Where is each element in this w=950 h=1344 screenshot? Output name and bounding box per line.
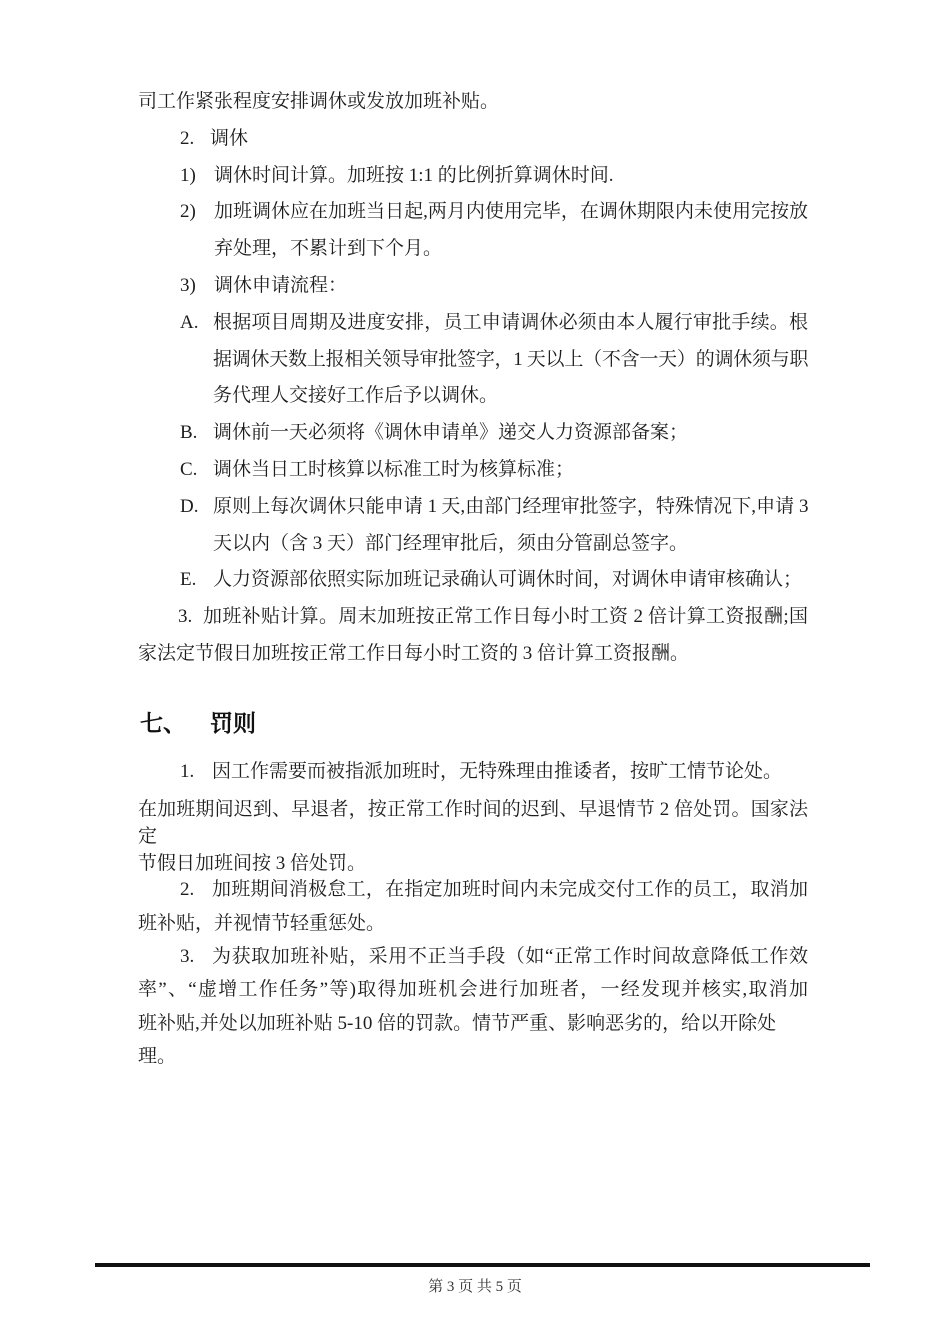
line-text: 务代理人交接好工作后予以调休。: [213, 385, 499, 407]
page-footer: [0, 1276, 950, 1298]
penalty-item-3-line-3: [138, 1007, 808, 1074]
line-text: 在加班期间迟到、早退者，按正常工作时间的迟到、早退情节 2 倍处罚。国家法定: [138, 798, 808, 847]
penalty-item-2: [138, 873, 808, 941]
item-marker: 3.: [180, 945, 195, 967]
line-text: 加班期间消极怠工，在指定加班时间内未完成交付工作的员工，取消加: [212, 878, 808, 900]
penalty-item-3-line-1: [138, 940, 808, 974]
line-text: 司工作紧张程度安排调休或发放加班补贴。: [138, 91, 500, 112]
line-text: 据调休天数上报相关领导审批签字，1 天以上（不含一天）的调休须与职: [213, 348, 808, 370]
line-text: 加班补贴计算。周末加班按正常工作日每小时工资 2 倍计算工资报酬;国: [203, 606, 808, 628]
line-text: 弃处理，不累计到下个月。: [214, 238, 443, 260]
letter-item-a-line-3: [138, 378, 808, 415]
line-text: 调休申请流程：: [214, 274, 348, 296]
item-marker: B.: [180, 422, 198, 444]
line-text: 调休: [210, 127, 249, 149]
section-heading-penalties: [138, 701, 808, 745]
letter-item-e-line: [138, 562, 808, 599]
line-text: 天以内（含 3 天）部门经理审批后，须由分管副总签字。: [213, 532, 689, 554]
line-text: 原则上每次调休只能申请 1 天,由部门经理审批签字，特殊情况下,申请 3: [213, 495, 808, 517]
list-item-3-line-1: [138, 599, 808, 636]
page-body: [138, 84, 808, 1074]
penalty-item-2-line-1: [138, 873, 808, 907]
item-marker: 2): [180, 201, 196, 223]
sublist-item-1-line: [138, 158, 808, 195]
item-marker: D.: [180, 495, 199, 517]
penalty-paragraph: [138, 796, 808, 877]
footer-divider: [95, 1263, 870, 1267]
letter-item-a-line-1: [138, 305, 808, 342]
line-text: 家法定节假日加班按正常工作日每小时工资的 3 倍计算工资报酬。: [138, 642, 690, 664]
line-text: 根据项目周期及进度安排，员工申请调休必须由本人履行审批手续。根: [213, 311, 808, 333]
line-text: 为获取加班补贴，采用不正当手段（如“正常工作时间故意降低工作效: [212, 945, 808, 967]
penalty-item-2-line-2: [138, 907, 808, 941]
penalty-item-3-line-2: [138, 973, 808, 1007]
line-text: 调休当日工时核算以标准工时为核算标准；: [213, 458, 575, 480]
line-text: 加班调休应在加班当日起,两月内使用完毕，在调休期限内未使用完按放: [214, 201, 808, 223]
sublist-item-2-line-2: [138, 231, 808, 268]
line-text: 调休前一天必须将《调休申请单》递交人力资源部备案；: [213, 422, 689, 444]
letter-item-d-line-1: [138, 489, 808, 526]
item-marker: 1): [180, 164, 196, 186]
line-text: 人力资源部依照实际加班记录确认可调休时间，对调休申请审核确认；: [213, 569, 803, 591]
letter-item-d-line-2: [138, 526, 808, 563]
penalty-paragraph-line-1: [138, 796, 808, 850]
letter-item-c-line: [138, 452, 808, 489]
line-text: 班补贴,并处以加班补贴 5-10 倍的罚款。情节严重、影响恶劣的，给以开除处理。: [138, 1012, 777, 1068]
line-text: 率”、“虚增工作任务”等)取得加班机会进行加班者，一经发现并核实,取消加: [138, 979, 808, 1001]
item-marker: E.: [180, 569, 197, 591]
letter-item-b-line: [138, 415, 808, 452]
page-number-text: 第 3 页 共 5 页: [428, 1279, 522, 1295]
letter-item-a-line-2: [138, 342, 808, 379]
line-text: 班补贴，并视情节轻重惩处。: [138, 912, 386, 934]
item-marker: 2.: [180, 878, 195, 900]
line-text: 因工作需要而被指派加班时，无特殊理由推诿者，按旷工情节论处。: [212, 760, 783, 782]
item-marker: A.: [180, 311, 199, 333]
heading-number: 七、: [140, 709, 186, 736]
item-marker: 2.: [180, 127, 195, 149]
item-marker: 1.: [180, 760, 195, 782]
list-item-3-line-2: [138, 636, 808, 673]
penalty-item-1-line: [138, 753, 808, 790]
section-overtime-compensation: [138, 84, 808, 673]
line-text: 调休时间计算。加班按 1:1 的比例折算调休时间.: [214, 164, 614, 186]
item-marker: C.: [180, 458, 198, 480]
item-marker: 3): [180, 274, 196, 296]
heading-title: 罚则: [210, 709, 256, 736]
penalty-item-3: [138, 940, 808, 1074]
paragraph-continuation-line: [138, 84, 808, 121]
line-text: 节假日加班间按 3 倍处罚。: [138, 852, 367, 874]
item-marker: 3.: [178, 606, 193, 628]
sublist-item-3-line: [138, 268, 808, 305]
list-item-2-line: [138, 121, 808, 158]
sublist-item-2-line-1: [138, 194, 808, 231]
